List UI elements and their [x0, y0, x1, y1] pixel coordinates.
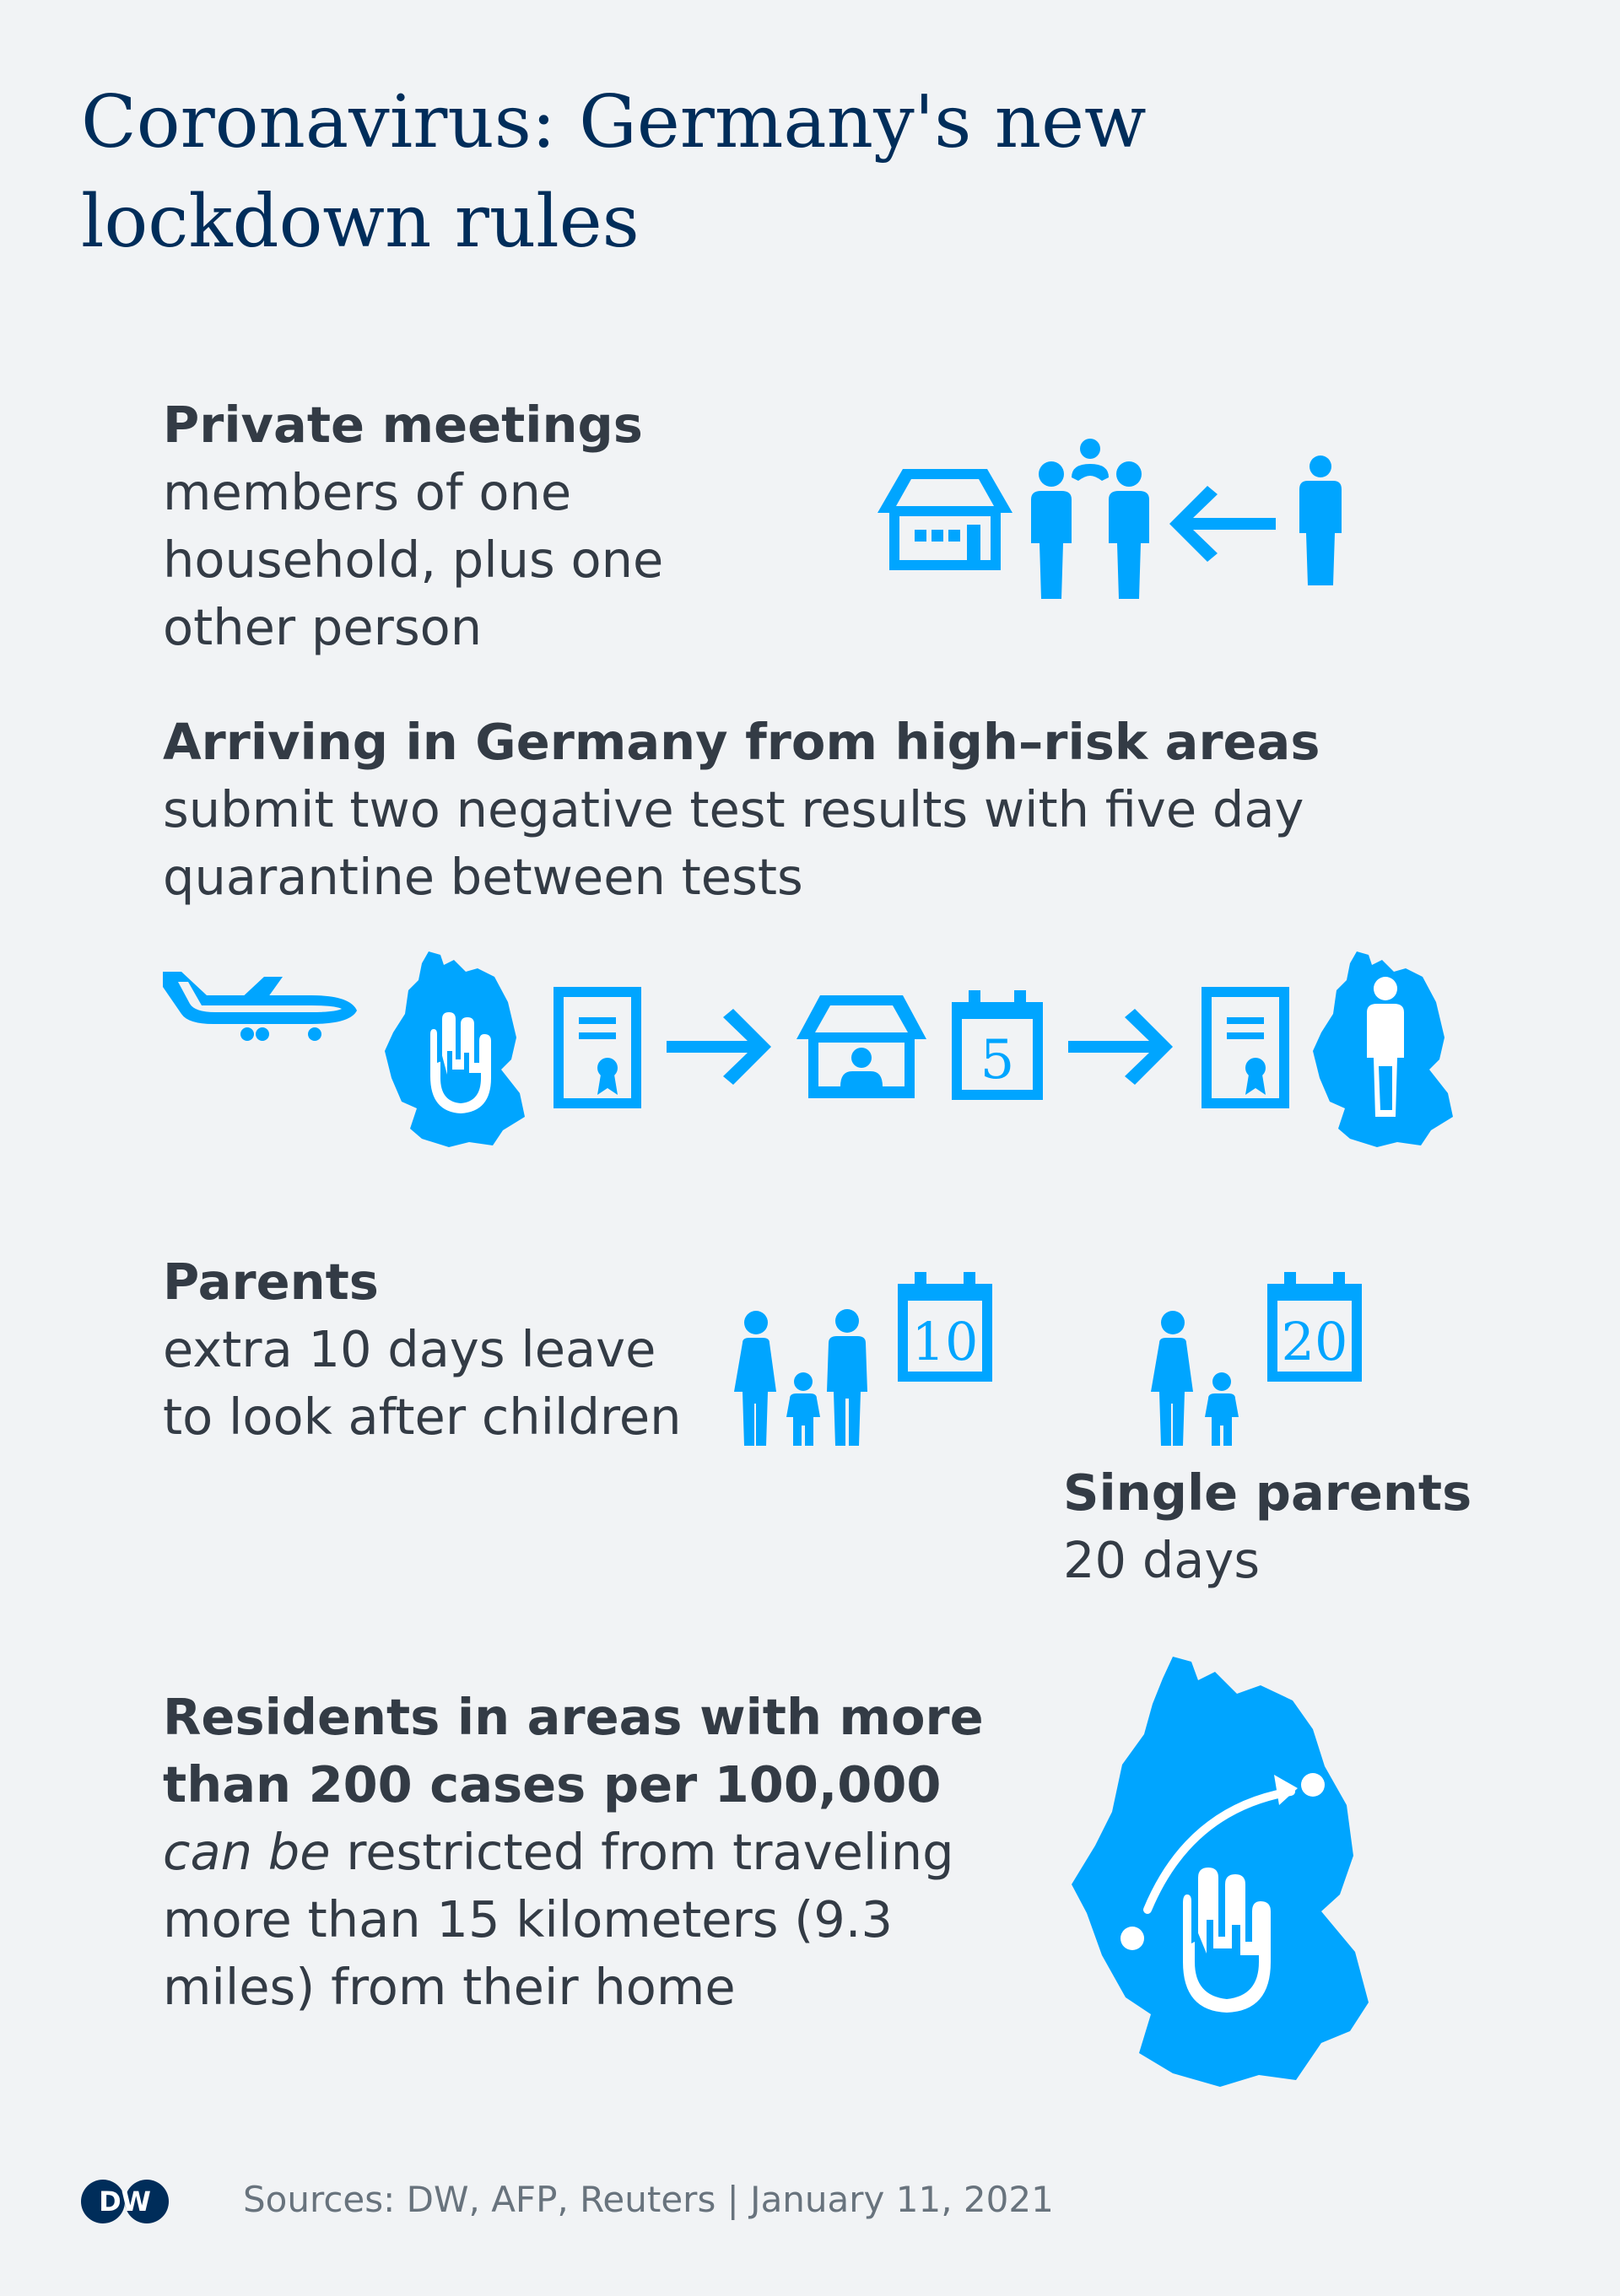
dw-logo-text: DW	[99, 2186, 151, 2218]
parents-line-1: extra 10 days leave	[163, 1320, 656, 1378]
parents-text	[163, 1248, 753, 1451]
residents-line-3: miles) from their home	[163, 1958, 736, 2016]
house-person-icon	[796, 995, 926, 1098]
residents-line-2: more than 15 kilometers (9.3	[163, 1890, 894, 1948]
private-meetings-line-3: other person	[163, 598, 483, 656]
private-meetings-text	[163, 391, 888, 661]
residents-heading-line-1: Residents in areas with more	[163, 1688, 984, 1746]
arriving-heading: Arriving in Germany from high–risk areas	[163, 713, 1320, 771]
germany-person-icon	[1313, 951, 1458, 1147]
airplane-icon	[163, 970, 357, 1044]
certificate-icon	[554, 987, 641, 1108]
single-parent-icon	[1148, 1311, 1242, 1446]
germany-stop-hand-icon	[385, 951, 530, 1147]
title-line-1: Coronavirus: Germany's new	[81, 80, 1147, 164]
dw-logo-icon	[81, 2180, 169, 2223]
residents-italic: can be	[163, 1823, 331, 1881]
person-icon	[1299, 455, 1342, 585]
dw-logo[interactable]	[81, 2180, 169, 2223]
arriving-line-2: quarantine between tests	[163, 848, 803, 906]
single-parents-line: 20 days	[1063, 1531, 1261, 1589]
arriving-text	[163, 709, 1513, 911]
calendar-icon	[952, 990, 1043, 1100]
calendar-number-10: 10	[911, 1311, 979, 1372]
arrow-right-icon	[667, 1009, 771, 1085]
family-icon	[731, 1311, 872, 1446]
private-meetings-heading: Private meetings	[163, 396, 643, 454]
page-title	[81, 73, 1347, 272]
single-parents-text	[1063, 1459, 1569, 1594]
footer-sources: Sources: DW, AFP, Reuters | January 11, 2021	[243, 2179, 1054, 2220]
title-line-2: lockdown rules	[81, 180, 640, 264]
parents-line-2: to look after children	[163, 1388, 682, 1446]
private-meetings-line-2: household, plus one	[163, 531, 664, 589]
residents-line-1-rest: restricted from traveling	[330, 1823, 954, 1881]
calendar-number-5: 5	[980, 1029, 1015, 1091]
calendar-number-20: 20	[1281, 1311, 1348, 1372]
group-of-people-icon	[1031, 439, 1149, 601]
arriving-line-1: submit two negative test results with five day	[163, 780, 1304, 838]
certificate-icon	[1202, 987, 1289, 1108]
calendar-icon	[1267, 1272, 1362, 1382]
arrow-right-icon	[1068, 1009, 1173, 1085]
single-parents-heading: Single parents	[1063, 1463, 1472, 1522]
residents-line-1	[163, 1819, 1074, 1886]
germany-map-travel-restriction-icon	[1072, 1657, 1401, 2087]
house-icon	[878, 469, 1012, 570]
private-meetings-line-1: members of one	[163, 463, 572, 521]
parents-heading: Parents	[163, 1253, 379, 1311]
calendar-icon	[898, 1272, 992, 1382]
residents-heading-line-2: than 200 cases per 100,000	[163, 1755, 942, 1814]
arrow-left-icon	[1169, 486, 1276, 562]
residents-text	[163, 1684, 1074, 2021]
